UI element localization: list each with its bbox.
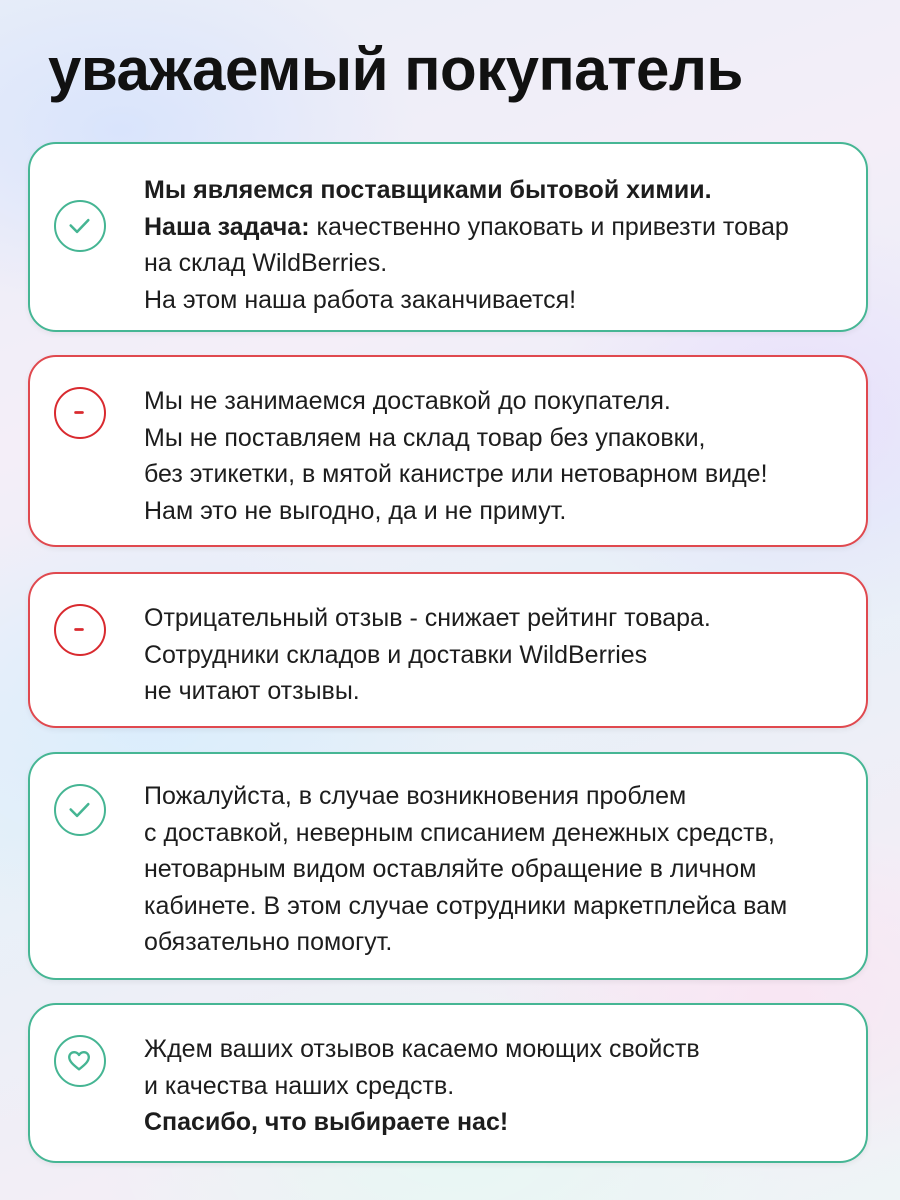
card-text: [144, 172, 846, 318]
card-text: [144, 600, 846, 710]
text-line: не читают отзывы.: [144, 677, 360, 705]
text-line: нетоварным видом оставляйте обращение в личном: [144, 855, 757, 883]
card-text: [144, 383, 846, 529]
text-line: Отрицательный отзыв - снижает рейтинг товара.: [144, 604, 711, 632]
text-line: обязательно помогут.: [144, 928, 393, 956]
text-line: Сотрудники складов и доставки WildBerries: [144, 640, 648, 669]
card-text: [144, 1031, 846, 1141]
text-line: Мы являемся поставщиками бытовой химии.: [144, 176, 712, 204]
minus-icon: [54, 604, 106, 656]
text-line: без этикетки, в мятой канистре или нетоварном виде!: [144, 460, 768, 488]
notice-card-no-delivery: [28, 355, 868, 547]
text-line: и качества наших средств.: [144, 1071, 455, 1100]
text-line: Наша задача: качественно упаковать и привезти товар: [144, 212, 789, 241]
notice-card-thanks: [28, 1003, 868, 1163]
card-text: [144, 778, 846, 961]
text-line: Мы не поставляем на склад товар без упаковки,: [144, 423, 706, 452]
heart-icon: [54, 1035, 106, 1087]
text-line: Ждем ваших отзывов касаемо моющих свойств: [144, 1035, 700, 1063]
notice-card-supplier: [28, 142, 868, 332]
text-line: на склад WildBerries.: [144, 249, 388, 277]
page-title: уважаемый покупатель: [48, 36, 743, 103]
text-line: с доставкой, неверным списанием денежных средств,: [144, 818, 775, 847]
text-line: Нам это не выгодно, да и не примут.: [144, 496, 567, 525]
text-line: Мы не занимаемся доставкой до покупателя.: [144, 387, 671, 415]
checkmark-icon: [54, 200, 106, 252]
text-line: кабинете. В этом случае сотрудники маркетплейса вам: [144, 891, 788, 920]
notice-card-reviews: [28, 572, 868, 728]
text-line: На этом наша работа заканчивается!: [144, 285, 577, 314]
checkmark-icon: [54, 784, 106, 836]
notice-card-support: [28, 752, 868, 980]
minus-icon: [54, 387, 106, 439]
text-line: Спасибо, что выбираете нас!: [144, 1108, 509, 1136]
text-line: Пожалуйста, в случае возникновения проблем: [144, 782, 687, 810]
